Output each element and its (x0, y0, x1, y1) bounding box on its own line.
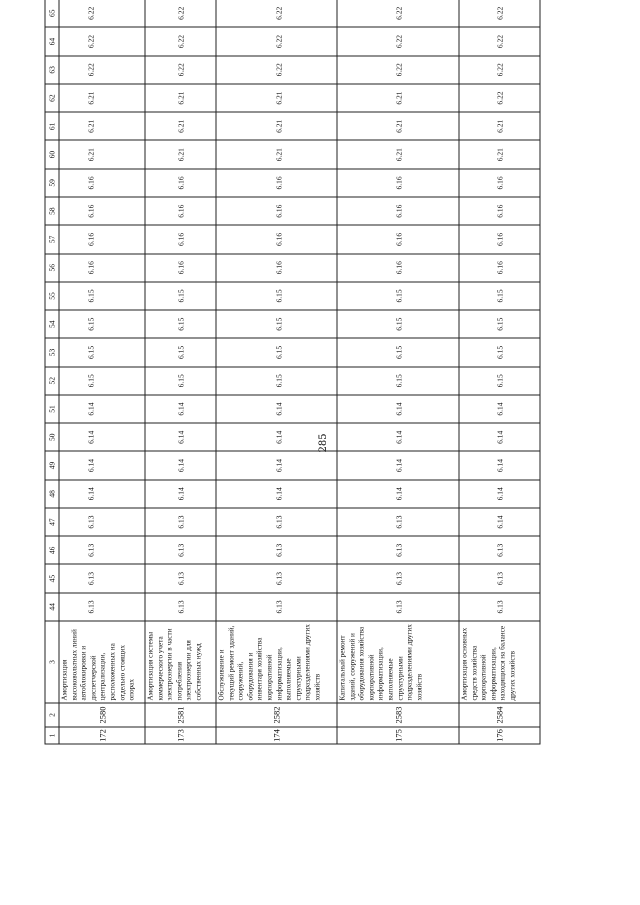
value-cell (216, 395, 337, 423)
value-text: 6.21 (495, 119, 505, 133)
value-cell (459, 56, 540, 84)
column-header: 65 (45, 0, 59, 27)
value-text: 6.14 (86, 487, 96, 501)
value-cell (459, 536, 540, 564)
value-text: 6.14 (176, 430, 186, 444)
value-cell (459, 508, 540, 536)
value-text: 6.15 (274, 374, 284, 388)
value-text: 6.14 (274, 458, 284, 473)
value-cell (59, 423, 145, 451)
value-text: 6.22 (176, 63, 186, 77)
value-text: 6.22 (86, 35, 96, 49)
value-text: 6.15 (274, 345, 284, 360)
value-text: 6.16 (394, 232, 404, 246)
value-cell (459, 423, 540, 451)
value-cell (459, 112, 540, 140)
value-cell (59, 169, 145, 197)
value-cell (459, 564, 540, 592)
value-text: 6.21 (176, 91, 186, 105)
table-row (59, 0, 145, 744)
value-text: 6.14 (394, 402, 404, 416)
value-cell (145, 27, 216, 55)
value-cell (59, 564, 145, 592)
value-text: 6.15 (86, 317, 96, 331)
value-cell (216, 310, 337, 338)
value-cell (337, 112, 459, 140)
value-cell (145, 84, 216, 112)
value-text: 6.16 (176, 232, 186, 246)
value-cell (145, 564, 216, 592)
value-text: 6.16 (274, 204, 284, 218)
value-text: 6.13 (176, 572, 186, 586)
column-header: 60 (45, 140, 59, 168)
column-header: 46 (45, 536, 59, 564)
table-row (337, 0, 459, 744)
value-cell (59, 27, 145, 55)
column-header: 55 (45, 282, 59, 310)
value-text: 6.16 (176, 261, 186, 275)
value-cell (145, 56, 216, 84)
value-text: 6.15 (495, 289, 505, 303)
value-text: 6.14 (495, 402, 505, 416)
value-cell (459, 338, 540, 366)
row-description: Амортизация основных средств хозяйства корпоративной информатизации, находящихся на балансе других хозяйств (459, 621, 540, 703)
table-row (459, 0, 540, 744)
value-cell (337, 197, 459, 225)
value-text: 6.15 (394, 374, 404, 388)
row-number: 173 (145, 727, 216, 744)
value-text: 6.21 (394, 148, 404, 162)
value-text: 6.22 (86, 6, 96, 20)
value-cell (145, 338, 216, 366)
value-cell (337, 0, 459, 27)
value-text: 6.14 (86, 430, 96, 444)
value-cell (459, 140, 540, 168)
column-header: 63 (45, 56, 59, 84)
value-text: 6.21 (86, 91, 96, 105)
value-cell (216, 536, 337, 564)
value-cell (145, 197, 216, 225)
value-text: 6.15 (86, 289, 96, 303)
value-text: 6.21 (176, 148, 186, 162)
value-text: 6.13 (274, 543, 284, 557)
value-text: 6.13 (86, 600, 96, 614)
column-header: 52 (45, 367, 59, 395)
value-cell (145, 508, 216, 536)
value-cell (216, 451, 337, 479)
row-description: Амортизация системы коммерческого учета электроэнергии в части потребления электроэнергии для собственных нужд (145, 621, 216, 703)
value-cell (145, 169, 216, 197)
value-text: 6.13 (394, 572, 404, 586)
value-cell (337, 536, 459, 564)
column-header: 2 (45, 703, 59, 727)
value-text: 6.13 (176, 600, 186, 614)
value-cell (59, 112, 145, 140)
value-text: 6.16 (495, 232, 505, 246)
column-header: 44 (45, 593, 59, 621)
value-text: 6.14 (495, 458, 505, 473)
value-cell (337, 480, 459, 508)
column-header: 57 (45, 225, 59, 253)
value-cell (459, 27, 540, 55)
row-number: 176 (459, 727, 540, 744)
value-text: 6.21 (274, 148, 284, 162)
value-cell (59, 84, 145, 112)
value-text: 6.22 (394, 6, 404, 20)
value-cell (145, 423, 216, 451)
value-text: 6.16 (274, 176, 284, 190)
row-code: 2584 (459, 703, 540, 727)
value-text: 6.21 (86, 119, 96, 133)
value-cell (459, 0, 540, 27)
column-header: 56 (45, 254, 59, 282)
value-text: 6.13 (495, 543, 505, 557)
value-text: 6.14 (495, 430, 505, 444)
value-cell (145, 225, 216, 253)
value-cell (459, 310, 540, 338)
column-header: 62 (45, 84, 59, 112)
value-cell (337, 310, 459, 338)
value-text: 6.15 (274, 317, 284, 331)
row-description: Капитальный ремонт зданий, сооружений и оборудования хозяйства корпоративной информатизации, выполняемые структурными подразделениями других хозяйств (337, 621, 459, 703)
value-text: 6.22 (394, 63, 404, 77)
value-cell (459, 225, 540, 253)
value-cell (216, 480, 337, 508)
row-description: Амортизация высоковольтных линий автоблокировки и диспетчерской централизации, расположенных на отдельно стоящих опорах (59, 621, 145, 703)
value-cell (59, 593, 145, 621)
value-cell (59, 536, 145, 564)
value-cell (337, 254, 459, 282)
value-text: 6.13 (394, 600, 404, 614)
value-text: 6.15 (176, 289, 186, 303)
value-text: 6.14 (274, 487, 284, 501)
value-text: 6.14 (176, 487, 186, 501)
column-header: 61 (45, 112, 59, 140)
data-table (45, 0, 541, 745)
page-number: 285 (318, 433, 329, 453)
value-text: 6.13 (495, 600, 505, 614)
value-cell (216, 84, 337, 112)
value-text: 6.15 (495, 374, 505, 388)
value-text: 6.21 (176, 119, 186, 133)
value-text: 6.22 (86, 63, 96, 77)
column-header: 47 (45, 508, 59, 536)
value-text: 6.13 (176, 515, 186, 529)
value-cell (337, 27, 459, 55)
value-text: 6.16 (394, 261, 404, 275)
value-cell (337, 56, 459, 84)
value-text: 6.15 (394, 345, 404, 360)
value-cell (216, 56, 337, 84)
column-header: 50 (45, 423, 59, 451)
value-cell (459, 282, 540, 310)
value-cell (145, 282, 216, 310)
value-cell (216, 27, 337, 55)
value-cell (216, 593, 337, 621)
value-cell (145, 112, 216, 140)
value-text: 6.16 (495, 204, 505, 218)
value-text: 6.14 (495, 487, 505, 501)
value-cell (59, 0, 145, 27)
value-text: 6.16 (495, 176, 505, 190)
value-text: 6.22 (176, 6, 186, 20)
value-cell (216, 423, 337, 451)
column-header: 51 (45, 395, 59, 423)
value-cell (459, 395, 540, 423)
value-cell (459, 451, 540, 479)
value-cell (216, 367, 337, 395)
value-text: 6.15 (86, 374, 96, 388)
value-cell (59, 225, 145, 253)
row-code: 2580 (59, 703, 145, 727)
table-row (216, 0, 337, 744)
column-header: 49 (45, 451, 59, 479)
value-cell (337, 367, 459, 395)
value-cell (59, 197, 145, 225)
value-cell (337, 564, 459, 592)
value-text: 6.15 (394, 317, 404, 331)
value-text: 6.13 (86, 515, 96, 529)
value-text: 6.14 (495, 515, 505, 529)
value-cell (59, 395, 145, 423)
value-cell (337, 395, 459, 423)
value-cell (59, 367, 145, 395)
value-cell (459, 254, 540, 282)
value-text: 6.15 (495, 317, 505, 331)
value-text: 6.13 (86, 543, 96, 557)
value-cell (216, 508, 337, 536)
value-text: 6.16 (495, 261, 505, 275)
value-text: 6.22 (274, 63, 284, 77)
value-text: 6.15 (86, 345, 96, 360)
value-text: 6.14 (394, 430, 404, 444)
value-text: 6.13 (394, 515, 404, 529)
value-text: 6.14 (274, 430, 284, 444)
value-cell (459, 367, 540, 395)
value-text: 6.21 (86, 148, 96, 162)
value-text: 6.14 (176, 458, 186, 473)
row-code: 2581 (145, 703, 216, 727)
value-text: 6.21 (274, 91, 284, 105)
value-cell (459, 84, 540, 112)
value-text: 6.13 (394, 543, 404, 557)
value-text: 6.15 (274, 289, 284, 303)
value-cell (145, 395, 216, 423)
value-cell (459, 197, 540, 225)
value-cell (337, 140, 459, 168)
value-text: 6.13 (274, 515, 284, 529)
row-number: 174 (216, 727, 337, 744)
value-text: 6.22 (274, 6, 284, 20)
column-header: 1 (45, 727, 59, 744)
value-cell (337, 84, 459, 112)
value-text: 6.14 (274, 402, 284, 416)
table-row (145, 0, 216, 744)
value-cell (337, 423, 459, 451)
table-header (45, 0, 59, 744)
column-header: 54 (45, 310, 59, 338)
value-text: 6.14 (176, 402, 186, 416)
value-cell (145, 593, 216, 621)
value-text: 6.16 (274, 232, 284, 246)
row-code: 2583 (337, 703, 459, 727)
value-cell (145, 480, 216, 508)
value-text: 6.22 (495, 6, 505, 20)
value-cell (459, 593, 540, 621)
value-cell (145, 367, 216, 395)
value-text: 6.21 (274, 119, 284, 133)
value-cell (216, 169, 337, 197)
value-cell (216, 225, 337, 253)
column-header: 59 (45, 169, 59, 197)
value-text: 6.13 (495, 572, 505, 586)
value-text: 6.16 (274, 261, 284, 275)
value-cell (59, 508, 145, 536)
value-text: 6.22 (495, 63, 505, 77)
column-header: 53 (45, 338, 59, 366)
value-cell (337, 508, 459, 536)
column-header: 58 (45, 197, 59, 225)
value-cell (216, 564, 337, 592)
value-text: 6.16 (86, 261, 96, 275)
value-cell (337, 169, 459, 197)
value-cell (145, 254, 216, 282)
value-text: 6.15 (495, 345, 505, 360)
value-text: 6.16 (176, 176, 186, 190)
value-text: 6.13 (274, 572, 284, 586)
value-text: 6.14 (394, 458, 404, 473)
value-cell (216, 254, 337, 282)
value-text: 6.16 (176, 204, 186, 218)
value-cell (337, 338, 459, 366)
value-text: 6.15 (394, 289, 404, 303)
value-text: 6.15 (176, 374, 186, 388)
value-text: 6.21 (394, 119, 404, 133)
value-cell (216, 197, 337, 225)
value-cell (145, 536, 216, 564)
row-code: 2582 (216, 703, 337, 727)
value-text: 6.22 (495, 35, 505, 49)
value-cell (59, 338, 145, 366)
value-text: 6.16 (86, 204, 96, 218)
column-header: 48 (45, 480, 59, 508)
value-cell (337, 451, 459, 479)
value-cell (145, 0, 216, 27)
value-cell (59, 282, 145, 310)
value-text: 6.22 (176, 35, 186, 49)
value-text: 6.16 (394, 204, 404, 218)
value-cell (59, 254, 145, 282)
value-text: 6.13 (274, 600, 284, 614)
value-cell (337, 225, 459, 253)
value-text: 6.13 (176, 543, 186, 557)
value-cell (59, 480, 145, 508)
column-header: 45 (45, 564, 59, 592)
value-cell (59, 451, 145, 479)
value-text: 6.14 (394, 487, 404, 501)
value-cell (216, 112, 337, 140)
value-text: 6.22 (274, 35, 284, 49)
value-text: 6.16 (394, 176, 404, 190)
value-text: 6.14 (86, 402, 96, 416)
value-text: 6.14 (86, 458, 96, 473)
value-cell (145, 310, 216, 338)
value-cell (216, 0, 337, 27)
header-row (45, 0, 59, 744)
value-cell (459, 480, 540, 508)
value-cell (216, 140, 337, 168)
value-text: 6.13 (86, 572, 96, 586)
column-header: 64 (45, 27, 59, 55)
value-cell (216, 282, 337, 310)
row-description: Обслуживание и текущий ремонт зданий, сооружений, оборудования и инвентаря хозяйства корпоративной информатизации, выполняемые структурными подразделениями других хозяйств (216, 621, 337, 703)
table-body (59, 0, 540, 744)
value-text: 6.21 (495, 148, 505, 162)
value-cell (337, 282, 459, 310)
value-cell (216, 338, 337, 366)
value-cell (59, 56, 145, 84)
row-number: 175 (337, 727, 459, 744)
value-text: 6.15 (176, 317, 186, 331)
value-cell (59, 140, 145, 168)
value-text: 6.22 (495, 91, 505, 105)
value-text: 6.16 (86, 176, 96, 190)
value-cell (337, 593, 459, 621)
value-text: 6.22 (394, 35, 404, 49)
value-cell (59, 310, 145, 338)
value-text: 6.21 (394, 91, 404, 105)
value-text: 6.15 (176, 345, 186, 360)
column-header: 3 (45, 621, 59, 703)
value-text: 6.16 (86, 232, 96, 246)
value-cell (145, 140, 216, 168)
value-cell (145, 451, 216, 479)
value-cell (459, 169, 540, 197)
rotated-table-container (45, 0, 539, 745)
row-number: 172 (59, 727, 145, 744)
